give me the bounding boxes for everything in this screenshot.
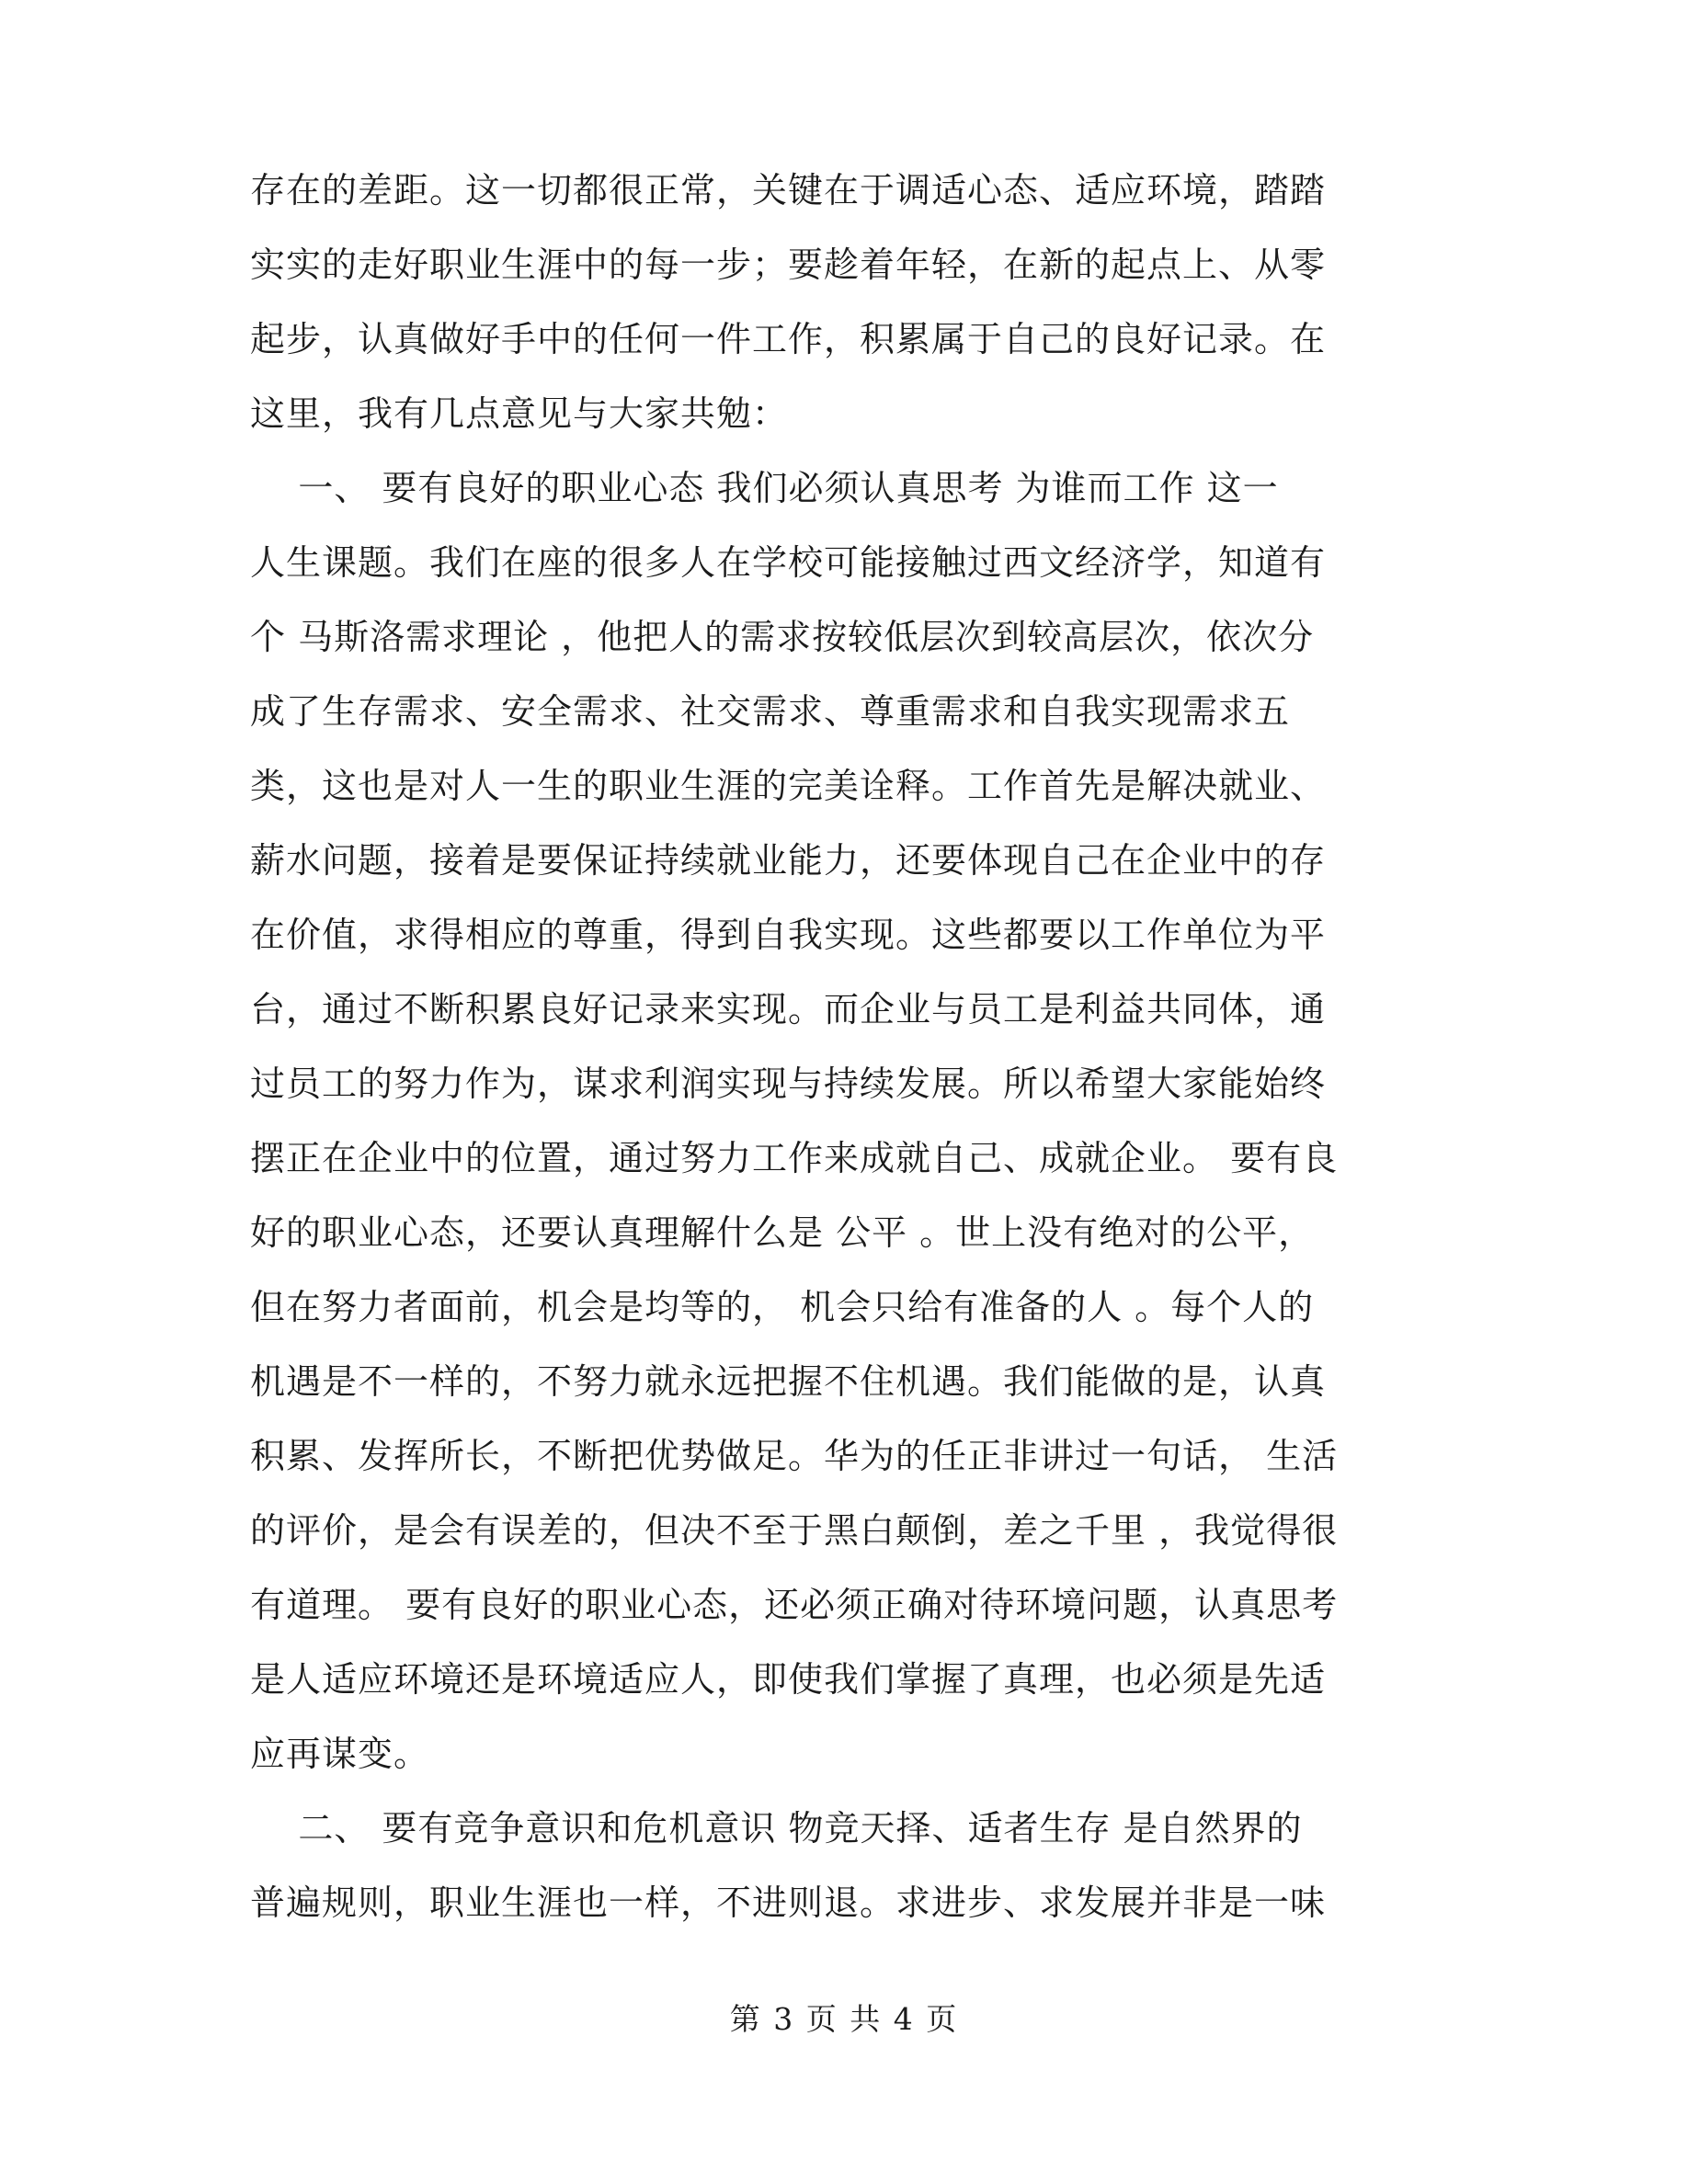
text-line: 有道理。 要有良好的职业心态，还必须正确对待环境问题，认真思考 bbox=[250, 1585, 1339, 1625]
text-line: 机遇是不一样的，不努力就永远把握不住机遇。我们能做的是，认真 bbox=[250, 1361, 1327, 1402]
text-line: 但在努力者面前，机会是均等的， 机会只给有准备的人 。每个人的 bbox=[250, 1287, 1315, 1327]
text-line: 好的职业心态，还要认真理解什么是 公平 。世上没有绝对的公平， bbox=[250, 1212, 1315, 1253]
text-line: 个 马斯洛需求理论 ，他把人的需求按较低层次到较高层次，依次分 bbox=[250, 617, 1315, 657]
text-line: 摆正在企业中的位置，通过努力工作来成就自己、成就企业。 要有良 bbox=[250, 1138, 1339, 1178]
text-line: 积累、发挥所长，不断把优势做足。华为的任正非讲过一句话， 生活 bbox=[250, 1436, 1339, 1476]
text-line: 成了生存需求、安全需求、社交需求、尊重需求和自我实现需求五 bbox=[250, 691, 1291, 732]
text-line: 人生课题。我们在座的很多人在学校可能接触过西文经济学，知道有 bbox=[250, 542, 1327, 583]
text-line: 过员工的努力作为，谋求利润实现与持续发展。所以希望大家能始终 bbox=[250, 1064, 1327, 1104]
text-line: 实实的走好职业生涯中的每一步；要趁着年轻，在新的起点上、从零 bbox=[250, 245, 1327, 285]
text-line: 在价值，求得相应的尊重，得到自我实现。这些都要以工作单位为平 bbox=[250, 915, 1327, 955]
text-line: 这里，我有几点意见与大家共勉： bbox=[250, 393, 789, 434]
text-line: 台，通过不断积累良好记录来实现。而企业与员工是利益共同体，通 bbox=[250, 989, 1327, 1029]
page-footer: 第 3 页 共 4 页 bbox=[729, 2001, 959, 2037]
text-line: 是人适应环境还是环境适应人，即使我们掌握了真理，也必须是先适 bbox=[250, 1659, 1327, 1700]
text-line: 起步，认真做好手中的任何一件工作，积累属于自己的良好记录。在 bbox=[250, 319, 1327, 359]
text-line: 应再谋变。 bbox=[250, 1734, 430, 1774]
text-line: 普遍规则，职业生涯也一样，不进则退。求进步、求发展并非是一味 bbox=[250, 1883, 1327, 1923]
section-heading-line: 二、 要有竞争意识和危机意识 物竞天择、适者生存 是自然界的 bbox=[250, 1808, 1303, 1848]
text-line: 的评价，是会有误差的，但决不至于黑白颠倒，差之千里 ，我觉得很 bbox=[250, 1510, 1339, 1551]
text-line: 薪水问题，接着是要保证持续就业能力，还要体现自己在企业中的存 bbox=[250, 840, 1327, 881]
body-text bbox=[250, 154, 1445, 1940]
text-line: 存在的差距。这一切都很正常，关键在于调适心态、适应环境，踏踏 bbox=[250, 170, 1327, 210]
text-line: 类，这也是对人一生的职业生涯的完美诠释。工作首先是解决就业、 bbox=[250, 766, 1327, 806]
section-heading-line: 一、 要有良好的职业心态 我们必须认真思考 为谁而工作 这一 bbox=[250, 468, 1279, 508]
